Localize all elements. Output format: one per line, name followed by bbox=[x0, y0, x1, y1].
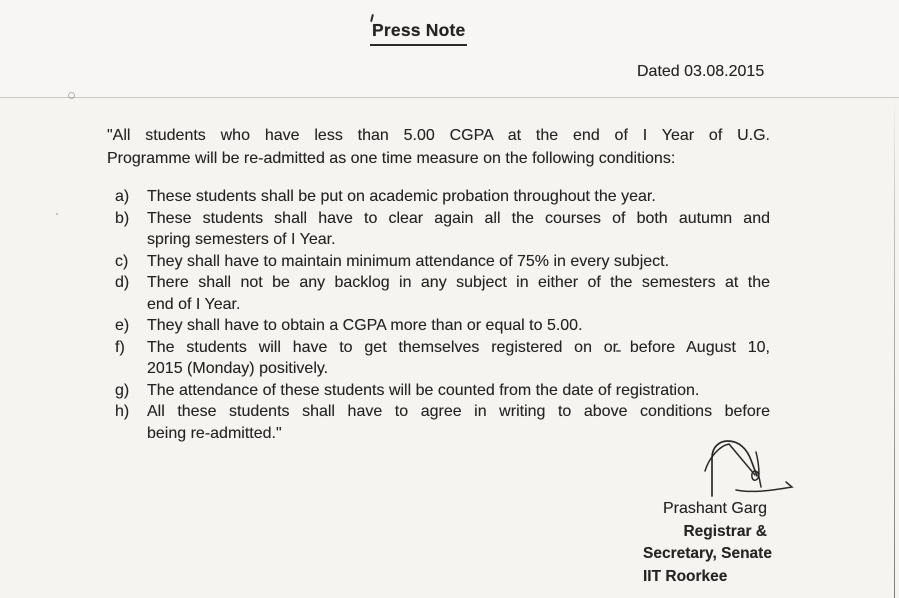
item-label: d) bbox=[115, 274, 130, 291]
item-line: They shall have to maintain minimum attendance of 75% in every subject. bbox=[147, 252, 670, 270]
item-line: The students will have to get themselves registered on or before August 10, bbox=[147, 338, 770, 356]
signatory-role: Secretary, Senate bbox=[643, 545, 772, 562]
scan-speck bbox=[68, 92, 75, 99]
intro-line: "All students who have less than 5.00 CGPA at the end of I Year of U.G. bbox=[107, 127, 770, 144]
document-title: Press Note bbox=[370, 20, 467, 46]
list-item bbox=[115, 251, 775, 273]
conditions-list bbox=[115, 186, 775, 444]
list-item bbox=[115, 186, 775, 208]
item-line: spring semesters of I Year. bbox=[147, 231, 336, 248]
item-line: being re-admitted." bbox=[147, 424, 282, 442]
item-label: f) bbox=[115, 338, 125, 356]
scan-top-band bbox=[0, 0, 899, 98]
item-line: 2015 (Monday) positively. bbox=[147, 360, 329, 377]
scan-speck bbox=[56, 213, 58, 215]
scan-edge-artifact bbox=[894, 95, 895, 598]
list-item bbox=[115, 401, 775, 444]
list-item bbox=[115, 337, 775, 380]
intro-paragraph bbox=[107, 124, 770, 170]
item-line: There shall not be any backlog in any subject in either of the semesters at the bbox=[147, 274, 770, 291]
item-line: All these students shall have to agree in writing to above conditions before bbox=[147, 403, 770, 420]
list-item bbox=[115, 208, 775, 251]
intro-line: Programme will be re-admitted as one time measure on the following conditions: bbox=[107, 150, 676, 167]
item-label: b) bbox=[115, 209, 130, 227]
signatory-organization: IIT Roorkee bbox=[643, 567, 728, 585]
item-label: g) bbox=[115, 381, 130, 399]
item-line: end of I Year. bbox=[147, 295, 241, 313]
item-line: The attendance of these students will be counted from the date of registration. bbox=[147, 381, 700, 399]
signature-block bbox=[643, 498, 772, 588]
item-label: h) bbox=[115, 403, 130, 420]
item-label: a) bbox=[115, 188, 130, 205]
list-item bbox=[115, 315, 775, 337]
signature-scribble bbox=[695, 438, 800, 500]
list-item bbox=[115, 272, 775, 315]
item-line: These students shall be put on academic probation throughout the year. bbox=[147, 188, 656, 205]
list-item bbox=[115, 380, 775, 402]
signatory-role: Registrar & bbox=[683, 522, 767, 540]
item-line: They shall have to obtain a CGPA more than or equal to 5.00. bbox=[147, 317, 583, 334]
document-date: Dated 03.08.2015 bbox=[637, 63, 765, 80]
signatory-name: Prashant Garg bbox=[662, 500, 767, 517]
item-label: c) bbox=[115, 252, 129, 270]
item-label: e) bbox=[115, 317, 130, 334]
item-line: These students shall have to clear again all the courses of both autumn and bbox=[147, 209, 770, 227]
